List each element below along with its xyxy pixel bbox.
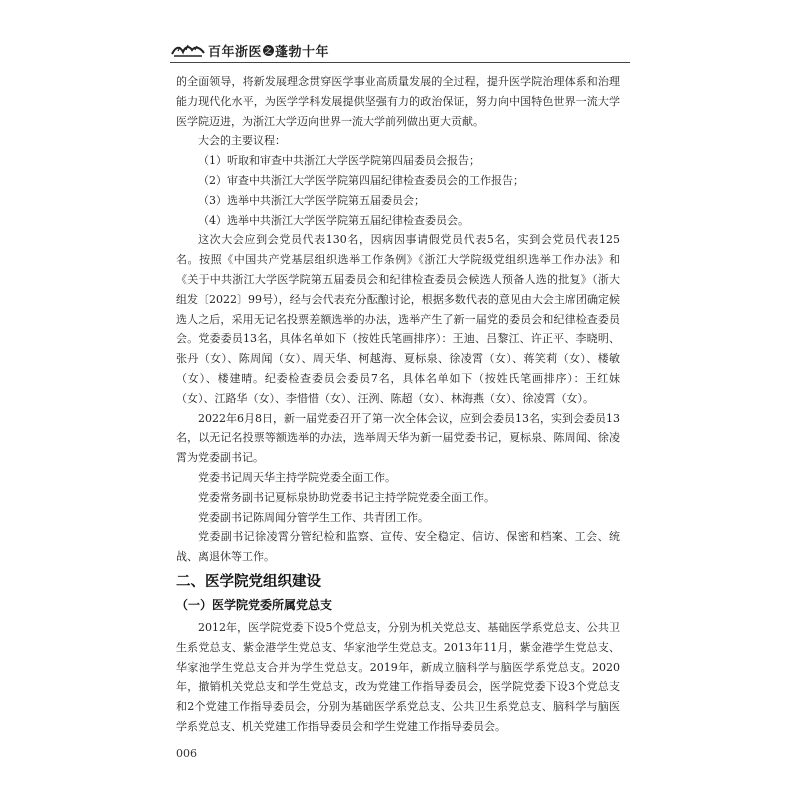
agenda-item-2: （2）审查中共浙江大学医学院第四届纪律检查委员会的工作报告； xyxy=(198,173,524,187)
running-header xyxy=(170,38,630,62)
zhejiang-medicine-logo-icon xyxy=(170,41,206,59)
paragraph-duty-executive-deputy: 党委常务副书记夏标泉协助党委书记主持学院党委全面工作。 xyxy=(198,490,495,504)
subsection-heading: （一）医学院党委所属党总支 xyxy=(176,597,333,612)
paragraph-duty-deputy-chen: 党委副书记陈周闻分管学生工作、共青团工作。 xyxy=(198,510,429,524)
page-number: 006 xyxy=(176,747,197,760)
agenda-item-4: （4）选举中共浙江大学医学院第五届纪律检查委员会。 xyxy=(198,213,469,227)
paragraph-party-branches: 2012年，医学院党委下设5个党总支，分别为机关党总支、基础医学系党总支、公共卫生系党总支、紫金港学生党总支、华家池学生党总支。2013年11月，紫金港学生党总支、华家池学生党总支合并为学生党总支。2019年，新成立脑科学与脑医学系党总支。2020年，撤销机关党总支和学生党总支，改为党建工作指导委员会，医学院党委下设3个党总支和2个党建工作指导委员会，分别为基础医学系党总支、公共卫生系党总支、脑科学与脑医学系党总支、机关党建工作指导委员会和学生党建工作指导委员会。 xyxy=(176,620,620,733)
paragraph-duty-deputy-xu: 党委副书记徐凌霄分管纪检和监察、宣传、安全稳定、信访、保密和档案、工会、统战、离退休等工作。 xyxy=(176,530,620,564)
header-title-part2: 蓬勃十年 xyxy=(275,44,330,60)
paragraph-agenda-intro: 大会的主要议程： xyxy=(198,134,286,148)
paragraph-duty-secretary: 党委书记周天华主持学院党委全面工作。 xyxy=(198,470,396,484)
header-title-part1: 百年浙医 xyxy=(208,44,263,60)
page-body xyxy=(176,72,620,737)
header-title-badge: 之 xyxy=(264,45,273,55)
agenda-item-1: （1）听取和审查中共浙江大学医学院第四届委员会报告； xyxy=(198,154,480,168)
paragraph-attendance-election: 这次大会应到会党员代表130名，因病因事请假党员代表5名，实到会党员代表125名。按照《中国共产党基层组织选举工作条例》《浙江大学院级党组织选举工作办法》和《关于中共浙江大学医学院第五届委员会和纪律检查委员会候选人预备人选的批复》（浙大组发〔2022〕99号），经与会代表充分酝酿讨论，根据多数代表的意见由大会主席团确定候选人之后，采用无记名投票差额选举的办法，选举产生了新一届党的委员会和纪律检查委员会。党委委员13名，具体名单如下（按姓氏笔画排序）：王迪、吕黎江、许正平、李晓明、张丹（女）、陈周闻（女）、周天华、柯越海、夏标泉、徐凌霄（女）、蒋笑莉（女）、楼敏（女）、楼建晴。纪委检查委员会委员7名，具体名单如下（按姓氏笔画排序）：王红妹（女）、江路华（女）、李惜惜（女）、汪洌、陈超（女）、林海燕（女）、徐凌霄（女）。 xyxy=(176,233,620,405)
paragraph-first-plenary: 2022年6月8日，新一届党委召开了第一次全体会议，应到会委员13名，实到会委员13名，以无记名投票等额选举的办法，选举周天华为新一届党委书记，夏标泉、陈周闻、徐凌霄为党委副书记。 xyxy=(176,411,620,465)
agenda-item-3: （3）选举中共浙江大学医学院第五届委员会； xyxy=(198,193,425,207)
header-title xyxy=(208,41,329,60)
paragraph-continuation: 的全面领导，将新发展理念贯穿医学事业高质量发展的全过程，提升医学院治理体系和治理能力现代化水平，为医学学科发展提供坚强有力的政治保证，努力向中国特色世界一流大学医学院迈进，为浙江大学迈向世界一流大学前列做出更大贡献。 xyxy=(176,75,620,128)
header-divider xyxy=(170,62,630,63)
section-heading: 二、医学院党组织建设 xyxy=(176,573,321,590)
